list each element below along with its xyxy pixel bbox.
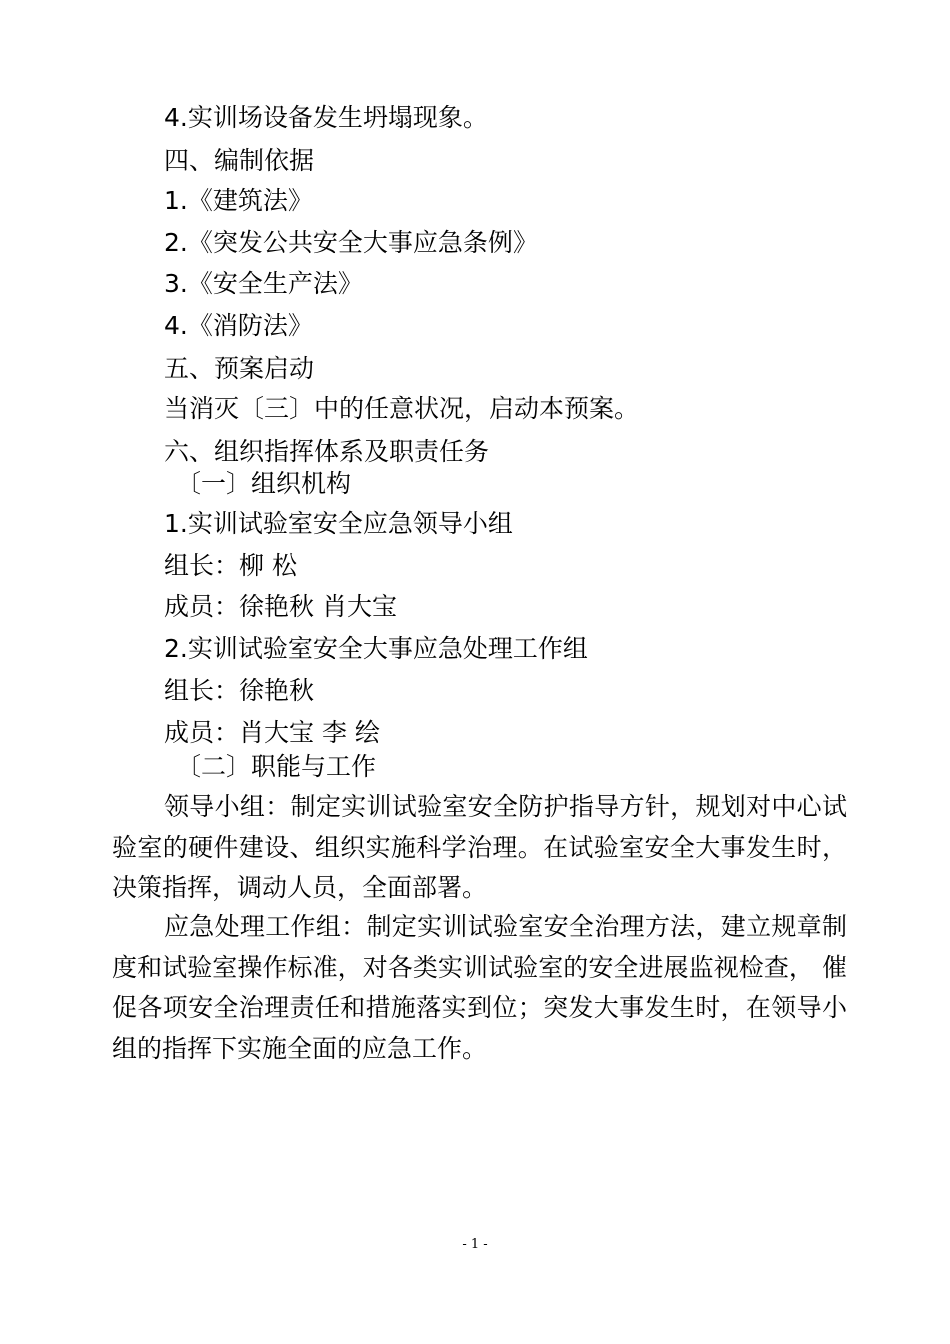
text-line: 1.实训试验室安全应急领导小组 (164, 509, 513, 538)
text-line: 组长：柳 松 (164, 551, 297, 580)
section-heading: 五、预案启动 (164, 354, 315, 383)
subsection-heading: 〔二〕职能与工作 (176, 752, 377, 781)
section-heading: 六、组织指挥体系及职责任务 (164, 437, 490, 466)
text-line: 4.《消防法》 (164, 311, 313, 340)
text-line: 3.《安全生产法》 (164, 269, 363, 298)
text-line: 成员：肖大宝 李 绘 (164, 718, 380, 747)
text-line: 当消灭〔三〕中的任意状况，启动本预案。 (164, 394, 640, 423)
page-number: - 1 - (462, 1237, 488, 1252)
body-paragraph: 领导小组：制定实训试验室安全防护指导方针，规划对中心试验室的硬件建设、组织实施科学治理。在试验室安全大事发生时，决策指挥，调动人员，全面部署。 (112, 792, 847, 902)
text-line: 1.《建筑法》 (164, 186, 313, 215)
text-line: 组长：徐艳秋 (164, 676, 315, 705)
text-line: 成员：徐艳秋 肖大宝 (164, 592, 397, 621)
text-line: 4.实训场设备发生坍塌现象。 (164, 103, 488, 132)
section-heading: 四、编制依据 (164, 146, 315, 175)
body-paragraph: 应急处理工作组：制定实训试验室安全治理方法，建立规章制度和试验室操作标准，对各类实训试验室的安全进展监视检查， 催促各项安全治理责任和措施落实到位；突发大事发生时，在领导小组的指挥下实施全面的应急工作。 (112, 912, 847, 1063)
text-line: 2.实训试验室安全大事应急处理工作组 (164, 634, 588, 663)
text-line: 2.《突发公共安全大事应急条例》 (164, 228, 538, 257)
subsection-heading: 〔一〕组织机构 (176, 469, 352, 498)
